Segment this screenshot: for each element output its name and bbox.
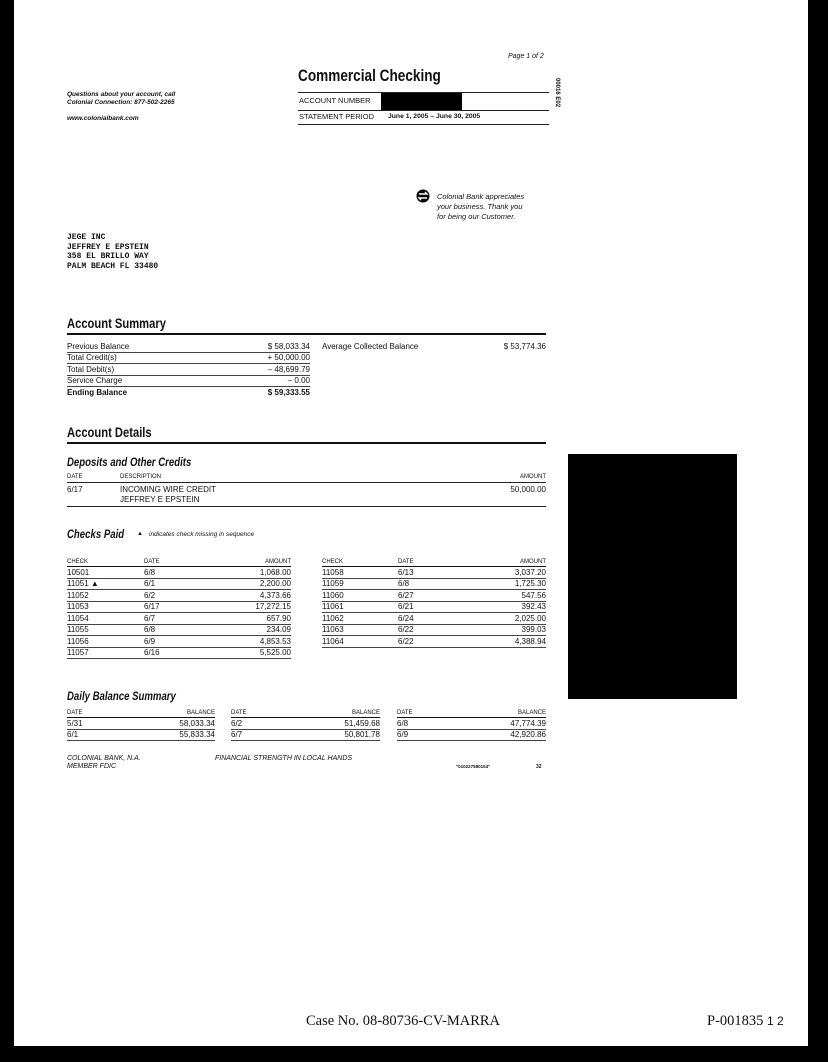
check-amount: 17,272.15 bbox=[204, 601, 291, 613]
side-code: 00016 E02 bbox=[554, 78, 560, 108]
account-details-title: Account Details bbox=[67, 424, 152, 440]
deposit-amount: 50,000.00 bbox=[510, 485, 546, 494]
check-row bbox=[67, 601, 291, 613]
bates-extra: 1 2 bbox=[767, 1014, 784, 1028]
summary-table bbox=[67, 341, 310, 398]
check-row bbox=[67, 567, 291, 579]
check-number: 11058 bbox=[322, 567, 398, 579]
account-number-label: ACCOUNT NUMBER bbox=[299, 96, 371, 105]
check-date: 6/1 bbox=[144, 578, 204, 590]
check-date: 6/21 bbox=[398, 601, 458, 613]
check-date: 6/8 bbox=[144, 624, 204, 636]
summary-value: – 0.00 bbox=[217, 375, 310, 387]
scan-edge-right bbox=[808, 0, 828, 1062]
doc-title: Commercial Checking bbox=[298, 66, 441, 85]
checks-header-date: DATE bbox=[144, 558, 204, 567]
check-amount: 657.90 bbox=[204, 613, 291, 625]
check-row bbox=[67, 613, 291, 625]
footer-page-num: 32 bbox=[536, 764, 542, 770]
check-row bbox=[67, 624, 291, 636]
daily-header-row bbox=[67, 709, 215, 718]
daily-balance-title: Daily Balance Summary bbox=[67, 689, 176, 703]
check-row bbox=[67, 590, 291, 602]
address-line: 358 EL BRILLO WAY bbox=[67, 252, 149, 261]
deposit-date: 6/17 bbox=[67, 485, 83, 494]
check-date: 6/22 bbox=[398, 636, 458, 648]
footer-slogan: FINANCIAL STRENGTH IN LOCAL HANDS bbox=[215, 755, 353, 762]
check-date: 6/2 bbox=[144, 590, 204, 602]
summary-rule bbox=[67, 333, 546, 335]
checks-header-check: CHECK bbox=[67, 558, 144, 567]
check-date: 6/24 bbox=[398, 613, 458, 625]
check-number: 11051 ▲ bbox=[67, 578, 144, 590]
check-row bbox=[322, 601, 546, 613]
check-row bbox=[67, 636, 291, 648]
check-amount: 547.56 bbox=[458, 590, 546, 602]
daily-balance: 50,801.78 bbox=[276, 729, 380, 741]
check-number: 11057 bbox=[67, 647, 144, 659]
checks-table-left bbox=[67, 558, 291, 659]
daily-row bbox=[231, 718, 380, 730]
daily-balance: 51,459.68 bbox=[276, 718, 380, 730]
check-amount: 234.09 bbox=[204, 624, 291, 636]
check-amount: 3,037.20 bbox=[458, 567, 546, 579]
check-date: 6/16 bbox=[144, 647, 204, 659]
check-date: 6/13 bbox=[398, 567, 458, 579]
check-date: 6/17 bbox=[144, 601, 204, 613]
check-amount: 5,525.00 bbox=[204, 647, 291, 659]
address-line: PALM BEACH FL 33480 bbox=[67, 261, 159, 271]
check-amount: 2,200.00 bbox=[204, 578, 291, 590]
check-amount: 4,373.66 bbox=[204, 590, 291, 602]
daily-table-2 bbox=[231, 709, 380, 741]
case-number: Case No. 08-80736-CV-MARRA bbox=[306, 1013, 501, 1029]
check-amount: 1,068.00 bbox=[204, 567, 291, 579]
daily-date: 6/2 bbox=[231, 718, 276, 730]
checks-header-amount: AMOUNT bbox=[204, 558, 291, 567]
check-amount: 4,853.53 bbox=[204, 636, 291, 648]
daily-header-balance: BALANCE bbox=[276, 709, 380, 718]
daily-header-balance: BALANCE bbox=[112, 709, 215, 718]
check-number: 11052 bbox=[67, 590, 144, 602]
summary-row bbox=[67, 352, 310, 364]
daily-header-row bbox=[397, 709, 546, 718]
check-row bbox=[322, 590, 546, 602]
summary-label: Total Credit(s) bbox=[67, 352, 217, 364]
check-number: 11059 bbox=[322, 578, 398, 590]
check-row bbox=[322, 636, 546, 648]
check-date: 6/8 bbox=[398, 578, 458, 590]
check-amount: 4,388.94 bbox=[458, 636, 546, 648]
scan-edge-left bbox=[0, 0, 14, 1062]
daily-row bbox=[397, 729, 546, 741]
contact-line1: Questions about your account, call bbox=[67, 91, 176, 98]
check-row bbox=[322, 624, 546, 636]
redaction-account-number bbox=[381, 93, 462, 110]
summary-row bbox=[67, 364, 310, 376]
deposit-description-line1: INCOMING WIRE CREDIT bbox=[120, 485, 216, 494]
checks-note: indicates check missing in sequence bbox=[149, 531, 255, 538]
account-rule-mid bbox=[298, 110, 549, 111]
daily-date: 5/31 bbox=[67, 718, 112, 730]
deposits-header-amount: AMOUNT bbox=[520, 474, 546, 480]
daily-header-date: DATE bbox=[231, 709, 276, 718]
summary-label: Ending Balance bbox=[67, 387, 128, 397]
contact-line2: Colonial Connection: 877-502-2265 bbox=[67, 99, 175, 106]
check-date: 6/22 bbox=[398, 624, 458, 636]
check-row bbox=[322, 578, 546, 590]
missing-check-triangle-icon: ▲ bbox=[137, 531, 143, 537]
checks-header-date: DATE bbox=[398, 558, 458, 567]
check-number: 11055 bbox=[67, 624, 144, 636]
scan-edge-bottom bbox=[0, 1046, 828, 1062]
check-date: 6/9 bbox=[144, 636, 204, 648]
daily-date: 6/7 bbox=[231, 729, 276, 741]
daily-table-1 bbox=[67, 709, 215, 741]
daily-row bbox=[67, 718, 215, 730]
footer-member-fdic: MEMBER FDIC bbox=[67, 763, 116, 770]
check-row bbox=[67, 647, 291, 659]
daily-balance: 47,774.39 bbox=[442, 718, 546, 730]
appreciation-line2: your business. Thank you bbox=[437, 202, 523, 211]
checks-header-row bbox=[322, 558, 546, 567]
summary-label: Total Debit(s) bbox=[67, 364, 217, 376]
check-number: 11053 bbox=[67, 601, 144, 613]
summary-row bbox=[67, 341, 310, 352]
check-number: 11064 bbox=[322, 636, 398, 648]
daily-balance: 55,833.34 bbox=[112, 729, 215, 741]
deposits-title: Deposits and Other Credits bbox=[67, 455, 192, 469]
footer-code: "010227580154" bbox=[456, 764, 491, 769]
summary-value: $ 58,033.34 bbox=[217, 341, 310, 352]
page-number: Page 1 of 2 bbox=[508, 53, 544, 60]
check-amount: 2,025.00 bbox=[458, 613, 546, 625]
deposit-description-line2: JEFFREY E EPSTEIN bbox=[120, 495, 200, 504]
daily-header-date: DATE bbox=[397, 709, 442, 718]
mailing-address bbox=[67, 233, 158, 271]
checks-header-amount: AMOUNT bbox=[458, 558, 546, 567]
daily-header-row bbox=[231, 709, 380, 718]
daily-row bbox=[231, 729, 380, 741]
check-number: 11056 bbox=[67, 636, 144, 648]
check-date: 6/7 bbox=[144, 613, 204, 625]
daily-balance: 42,920.86 bbox=[442, 729, 546, 741]
summary-label: Service Charge bbox=[67, 375, 217, 387]
avg-collected-balance-value: $ 53,774.36 bbox=[503, 342, 546, 351]
check-date: 6/27 bbox=[398, 590, 458, 602]
address-line: JEGE INC bbox=[67, 233, 106, 242]
account-rule-bottom bbox=[298, 124, 549, 125]
check-amount: 1,725.30 bbox=[458, 578, 546, 590]
contact-website[interactable]: www.colonialbank.com bbox=[67, 115, 139, 122]
colonial-logo-icon bbox=[416, 189, 430, 203]
check-amount: 392.43 bbox=[458, 601, 546, 613]
daily-date: 6/8 bbox=[397, 718, 442, 730]
summary-label: Previous Balance bbox=[67, 341, 217, 352]
daily-date: 6/1 bbox=[67, 729, 112, 741]
summary-value: – 48,699.79 bbox=[217, 364, 310, 376]
check-number: 11060 bbox=[322, 590, 398, 602]
summary-value: + 50,000.00 bbox=[217, 352, 310, 364]
check-number: 10501 bbox=[67, 567, 144, 579]
deposits-row-rule bbox=[67, 506, 546, 507]
checks-header-row bbox=[67, 558, 291, 567]
bates-number: P-001835 bbox=[707, 1013, 764, 1029]
daily-row bbox=[67, 729, 215, 741]
check-number: 11054 bbox=[67, 613, 144, 625]
daily-row bbox=[397, 718, 546, 730]
check-date: 6/8 bbox=[144, 567, 204, 579]
check-row bbox=[322, 613, 546, 625]
appreciation-line3: for being our Customer. bbox=[437, 212, 516, 221]
deposits-header-date: DATE bbox=[67, 474, 83, 480]
checks-paid-title: Checks Paid bbox=[67, 527, 125, 541]
daily-header-date: DATE bbox=[67, 709, 112, 718]
daily-header-balance: BALANCE bbox=[442, 709, 546, 718]
check-number: 11062 bbox=[322, 613, 398, 625]
address-line: JEFFREY E EPSTEIN bbox=[67, 242, 149, 252]
check-amount: 399.03 bbox=[458, 624, 546, 636]
statement-period-value: June 1, 2005 – June 30, 2005 bbox=[388, 113, 481, 120]
checks-header-check: CHECK bbox=[322, 558, 398, 567]
check-number: 11063 bbox=[322, 624, 398, 636]
deposits-header-rule bbox=[67, 482, 546, 483]
summary-row bbox=[67, 375, 310, 387]
summary-value: $ 59,333.55 bbox=[267, 387, 310, 397]
deposits-header-description: DESCRIPTION bbox=[120, 474, 162, 480]
appreciation-line1: Colonial Bank appreciates bbox=[437, 192, 525, 201]
checks-table-right bbox=[322, 558, 546, 648]
statement-period-label: STATEMENT PERIOD bbox=[299, 112, 375, 121]
check-number: 11061 bbox=[322, 601, 398, 613]
check-row bbox=[67, 578, 291, 590]
daily-table-3 bbox=[397, 709, 546, 741]
details-rule bbox=[67, 442, 546, 444]
daily-date: 6/9 bbox=[397, 729, 442, 741]
summary-row bbox=[67, 387, 310, 398]
avg-collected-balance-label: Average Collected Balance bbox=[322, 342, 419, 351]
check-row bbox=[322, 567, 546, 579]
footer-bank-name: COLONIAL BANK, N.A. bbox=[67, 755, 141, 762]
account-summary-title: Account Summary bbox=[67, 315, 166, 331]
daily-balance: 58,033.34 bbox=[112, 718, 215, 730]
redaction-block bbox=[568, 454, 737, 699]
